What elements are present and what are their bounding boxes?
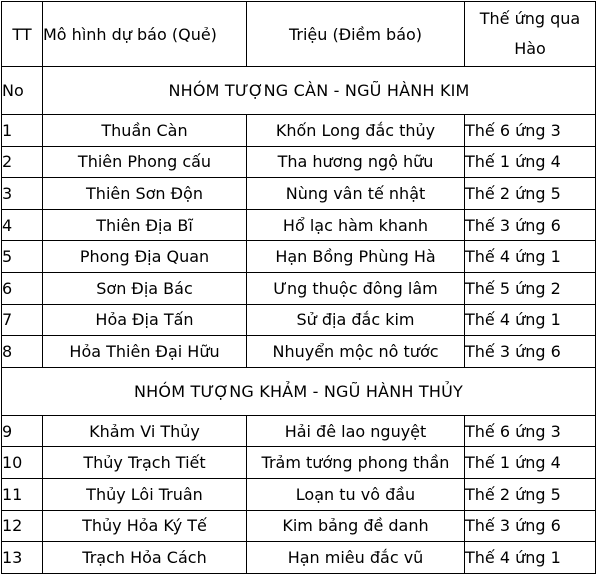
group-header-row (2, 367, 596, 415)
hexagram-name: Thiên Địa Bĩ (43, 209, 247, 241)
hexagram-name: Thiên Phong cấu (43, 146, 247, 178)
row-number: 12 (2, 510, 43, 542)
hexagram-name: Trạch Hỏa Cách (43, 542, 247, 574)
table-row (2, 272, 596, 304)
the-ung-relation: Thế 3 ứng 6 (465, 336, 596, 368)
row-number: 11 (2, 478, 43, 510)
omen-text: Loạn tu vô đầu (247, 478, 465, 510)
group-header-row (2, 67, 596, 115)
header-row (2, 2, 596, 67)
hexagram-name: Thiên Sơn Độn (43, 178, 247, 210)
table-row (2, 146, 596, 178)
omen-text: Nùng vân tế nhật (247, 178, 465, 210)
omen-text: Trảm tướng phong thần (247, 447, 465, 479)
the-ung-relation: Thế 1 ứng 4 (465, 146, 596, 178)
header-relation-line1: Thế ứng qua (479, 9, 581, 28)
hexagram-name: Khảm Vi Thủy (43, 415, 247, 447)
hexagram-name: Thủy Trạch Tiết (43, 447, 247, 479)
table-row (2, 447, 596, 479)
row-number: 13 (2, 542, 43, 574)
header-sign: Triệu (Điềm báo) (247, 2, 465, 67)
hexagram-name: Hỏa Thiên Đại Hữu (43, 336, 247, 368)
the-ung-relation: Thế 5 ứng 2 (465, 272, 596, 304)
omen-text: Hổ lạc hàm khanh (247, 209, 465, 241)
hexagram-name: Sơn Địa Bác (43, 272, 247, 304)
the-ung-relation: Thế 1 ứng 4 (465, 447, 596, 479)
the-ung-relation: Thế 4 ứng 1 (465, 241, 596, 273)
omen-text: Sử địa đắc kim (247, 304, 465, 336)
table-row (2, 510, 596, 542)
row-number: 5 (2, 241, 43, 273)
row-number: 4 (2, 209, 43, 241)
header-model: Mô hình dự báo (Quẻ) (43, 2, 247, 67)
header-relation (465, 2, 596, 67)
omen-text: Kim bảng đề danh (247, 510, 465, 542)
row-number: 10 (2, 447, 43, 479)
row-number: 1 (2, 115, 43, 147)
table-row (2, 336, 596, 368)
omen-text: Hạn miêu đắc vũ (247, 542, 465, 574)
the-ung-relation: Thế 6 ứng 3 (465, 415, 596, 447)
table-row (2, 415, 596, 447)
hexagram-name: Thuần Càn (43, 115, 247, 147)
the-ung-relation: Thế 6 ứng 3 (465, 115, 596, 147)
omen-text: Nhuyển mộc nô tước (247, 336, 465, 368)
omen-text: Tha hương ngộ hữu (247, 146, 465, 178)
row-number: 3 (2, 178, 43, 210)
the-ung-relation: Thế 2 ứng 5 (465, 478, 596, 510)
table-row (2, 304, 596, 336)
table-row (2, 209, 596, 241)
row-number: 7 (2, 304, 43, 336)
table-row (2, 115, 596, 147)
hexagram-name: Thủy Hỏa Ký Tế (43, 510, 247, 542)
omen-text: Ưng thuộc đông lâm (247, 272, 465, 304)
row-number: 9 (2, 415, 43, 447)
omen-text: Khốn Long đắc thủy (247, 115, 465, 147)
the-ung-relation: Thế 3 ứng 6 (465, 510, 596, 542)
the-ung-relation: Thế 4 ứng 1 (465, 542, 596, 574)
group-title: NHÓM TƯỢNG KHẢM - NGŨ HÀNH THỦY (2, 367, 596, 415)
group-label: No (2, 67, 43, 115)
row-number: 2 (2, 146, 43, 178)
hexagram-name: Phong Địa Quan (43, 241, 247, 273)
table-row (2, 542, 596, 574)
table-row (2, 178, 596, 210)
header-tt: TT (2, 2, 43, 67)
omen-text: Hải đê lao nguyệt (247, 415, 465, 447)
the-ung-relation: Thế 3 ứng 6 (465, 209, 596, 241)
header-relation-line2: Hào (514, 39, 546, 58)
row-number: 6 (2, 272, 43, 304)
table-row (2, 478, 596, 510)
omen-text: Hạn Bồng Phùng Hà (247, 241, 465, 273)
the-ung-relation: Thế 4 ứng 1 (465, 304, 596, 336)
hexagram-name: Thủy Lôi Truân (43, 478, 247, 510)
group-title: NHÓM TƯỢNG CÀN - NGŨ HÀNH KIM (43, 67, 596, 115)
table-row (2, 241, 596, 273)
hexagram-table (1, 1, 596, 574)
row-number: 8 (2, 336, 43, 368)
hexagram-name: Hỏa Địa Tấn (43, 304, 247, 336)
the-ung-relation: Thế 2 ứng 5 (465, 178, 596, 210)
